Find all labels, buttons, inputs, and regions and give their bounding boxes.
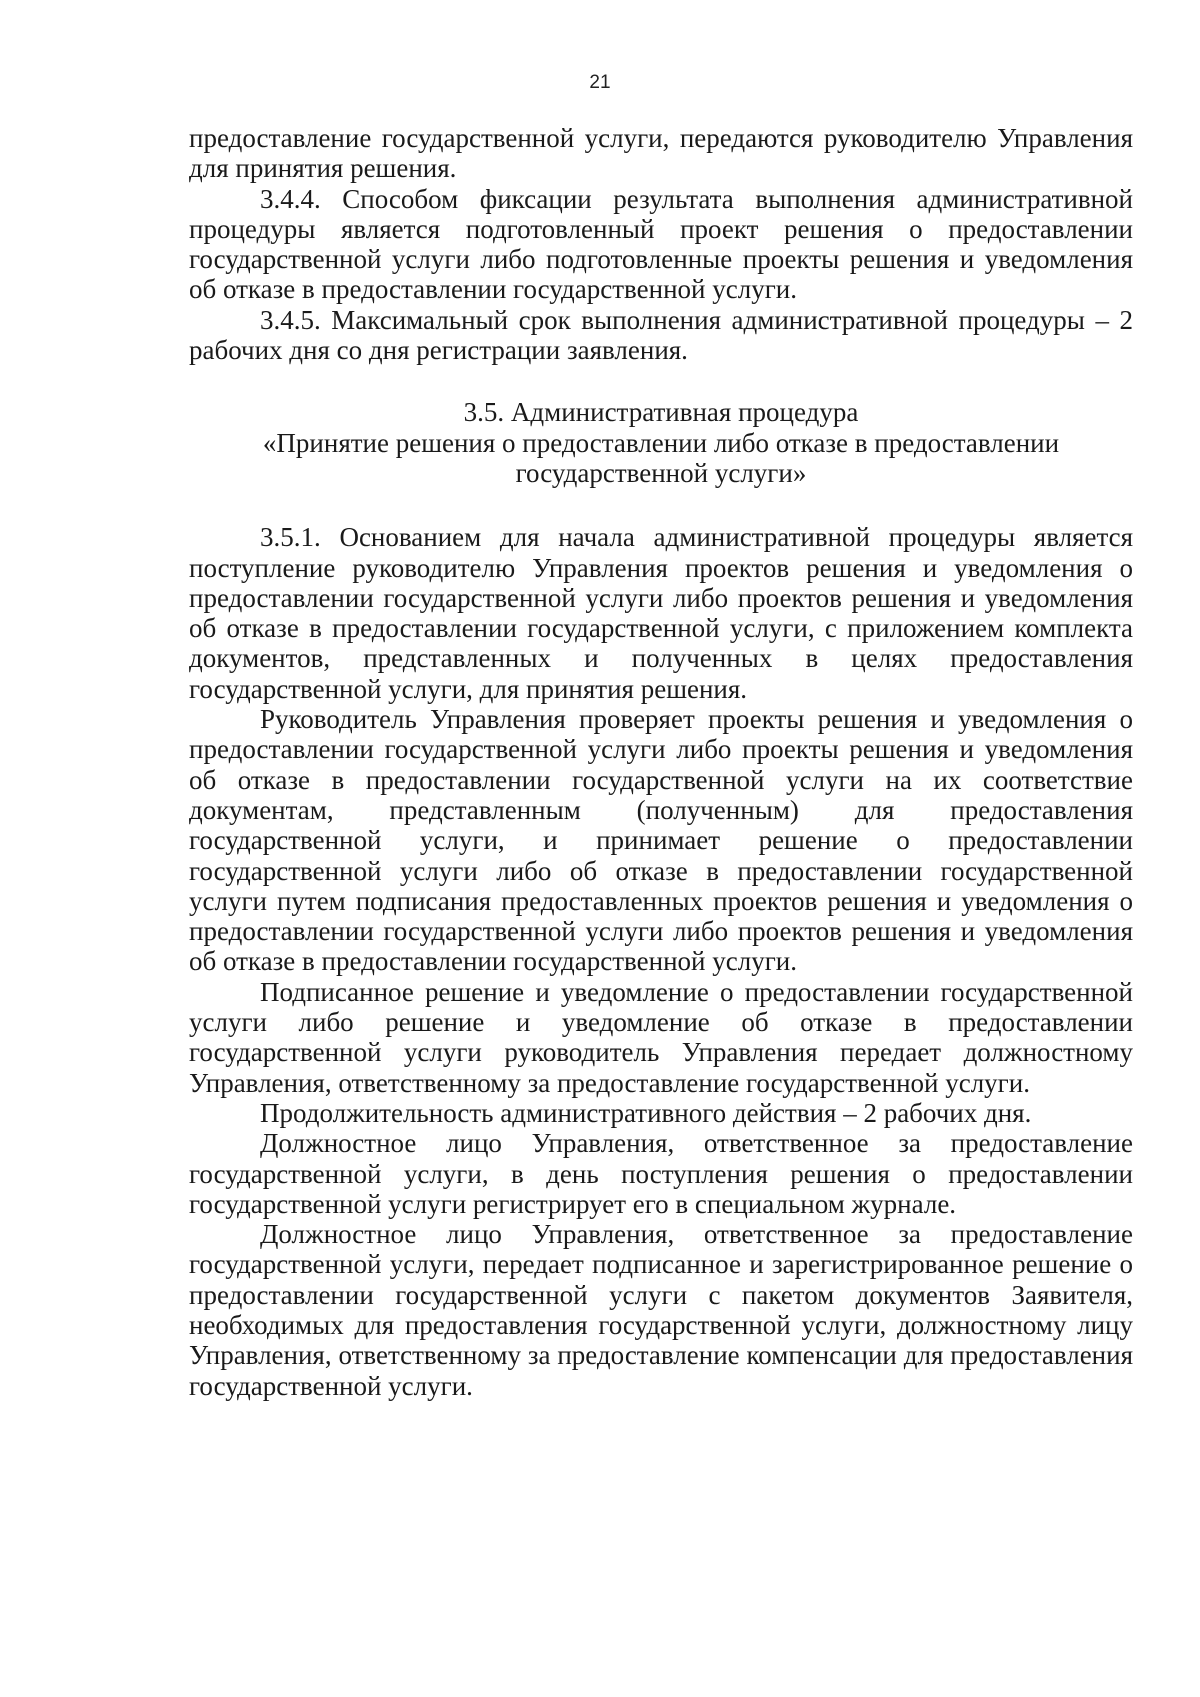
section-heading bbox=[189, 397, 1133, 488]
section-heading-number: 3.5. Административная процедура bbox=[463, 397, 859, 428]
page-number: 21 bbox=[589, 72, 611, 93]
paragraph-review: Руководитель Управления проверяет проекты решения и уведомления о предоставлении государственной услуги либо проекты решения и уведомления об отказе в предоставлении государственной услуги на их соответствие документам, представленным (полученным) для предоставления государственной услуги, и принимает решение о предоставлении государственной услуги либо об отказе в предоставлении государственной услуги путем подписания предоставленных проектов решения и уведомления о предоставлении государственной услуги либо проектов решения и уведомления об отказе в предоставлении государственной услуги. bbox=[189, 704, 1133, 977]
paragraph-3-4-5: 3.4.5. Максимальный срок выполнения административной процедуры – 2 рабочих дня со дня регистрации заявления. bbox=[189, 304, 1133, 366]
paragraph-continuation: предоставление государственной услуги, передаются руководителю Управления для принятия решения. bbox=[189, 123, 1133, 184]
paragraph-transfer: Должностное лицо Управления, ответственное за предоставление государственной услуги, передает подписанное и зарегистрированное решение о предоставлении государственной услуги с пакетом документов Заявителя, необходимых для предоставления государственной услуги, должностному лицу Управления, ответственному за предоставление компенсации для предоставления государственной услуги. bbox=[189, 1219, 1133, 1401]
paragraph-duration: Продолжительность административного действия – 2 рабочих дня. bbox=[260, 1097, 1032, 1128]
paragraph-3-4-4: 3.4.4. Способом фиксации результата выполнения административной процедуры является подготовленный проект решения о предоставлении государственной услуги либо подготовленные проекты решения и уведомления об отказе в предоставлении государственной услуги. bbox=[189, 183, 1133, 305]
paragraph-3-5-1: 3.5.1. Основанием для начала административной процедуры является поступление руководителю Управления проектов решения и уведомления о предоставлении государственной услуги либо проектов решения и уведомления об отказе в предоставлении государственной услуги, с приложением комплекта документов, представленных и полученных в целях предоставления государственной услуги, для принятия решения. bbox=[189, 522, 1133, 704]
section-heading-title: «Принятие решения о предоставлении либо отказе в предоставлении bbox=[262, 427, 1060, 458]
paragraph-registration: Должностное лицо Управления, ответственное за предоставление государственной услуги, в день поступления решения о предоставлении государственной услуги регистрирует его в специальном журнале. bbox=[189, 1128, 1133, 1219]
section-heading-title-cont: государственной услуги» bbox=[515, 457, 807, 488]
paragraph-signed: Подписанное решение и уведомление о предоставлении государственной услуги либо решение и уведомление об отказе в предоставлении государственной услуги руководитель Управления передает должностному Управления, ответственному за предоставление государственной услуги. bbox=[189, 976, 1133, 1098]
document-body bbox=[189, 123, 1133, 1401]
